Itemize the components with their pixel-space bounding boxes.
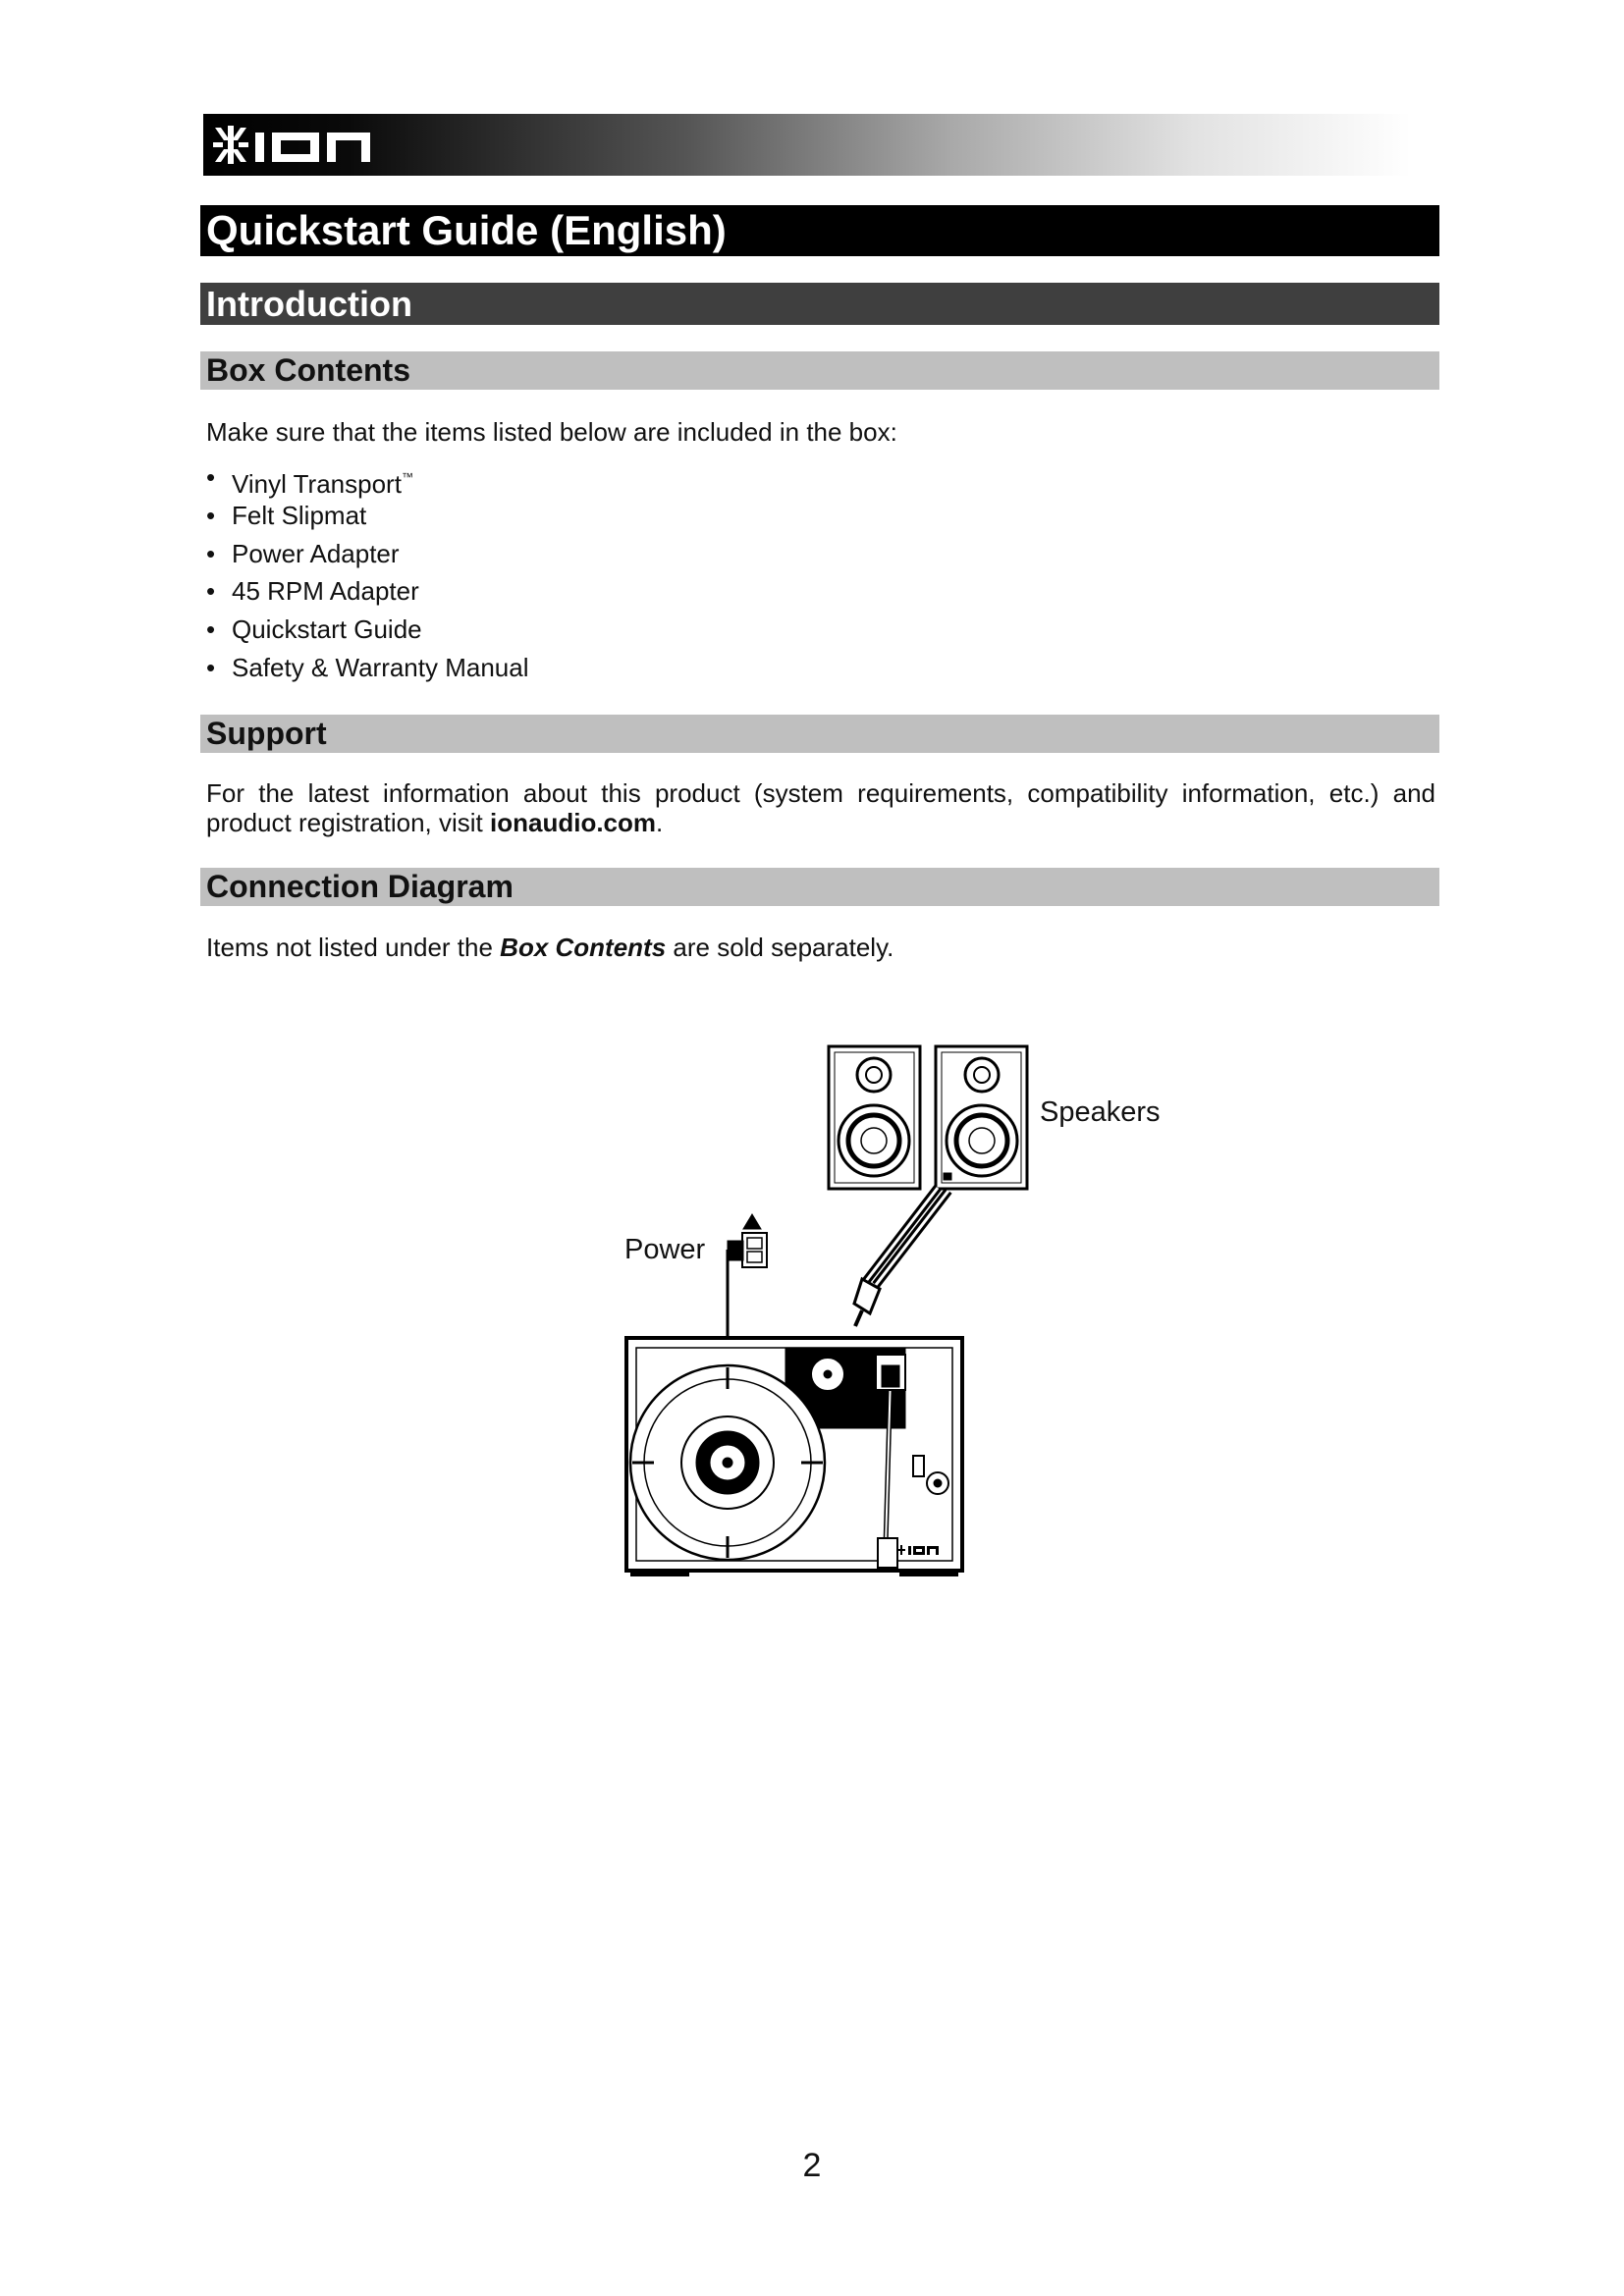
turntable-icon — [626, 1338, 962, 1575]
diagram-note — [206, 933, 893, 962]
brand-header-band — [203, 114, 1411, 176]
power-outlet-icon — [728, 1214, 767, 1341]
page-title: Quickstart Guide (English) — [200, 205, 1439, 256]
list-item-label: Power Adapter — [232, 538, 400, 568]
list-item-label: 45 RPM Adapter — [232, 576, 419, 607]
power-label: Power — [624, 1234, 706, 1265]
speaker-cable-icon — [854, 1188, 948, 1326]
page-number: 2 — [802, 2147, 822, 2184]
support-paragraph — [206, 778, 1435, 837]
support-text-lead: For the latest information about this product (system requirements, compatibility information, etc.) and product registration, visit — [206, 778, 1435, 837]
list-item — [206, 649, 529, 687]
ion-logo — [203, 114, 390, 176]
trademark-mark: ™ — [401, 470, 413, 484]
speakers-label: Speakers — [1040, 1096, 1161, 1128]
list-item — [206, 497, 529, 535]
list-item-label: Safety & Warranty Manual — [232, 652, 529, 682]
diagram-note-emphasis: Box Contents — [500, 933, 667, 962]
speaker-right-icon — [936, 1046, 1027, 1189]
box-contents-list — [206, 458, 529, 687]
section-heading-connection-diagram: Connection Diagram — [200, 868, 1439, 906]
speaker-left-icon — [829, 1046, 920, 1189]
list-item — [206, 458, 529, 497]
list-item-label: Quickstart Guide — [232, 614, 422, 645]
section-heading-support: Support — [200, 715, 1439, 753]
diagram-note-lead: Items not listed under the — [206, 933, 501, 962]
list-item — [206, 572, 529, 611]
list-item — [206, 611, 529, 649]
diagram-note-end: are sold separately. — [666, 933, 894, 962]
section-heading-introduction: Introduction — [200, 283, 1439, 325]
list-item — [206, 535, 529, 573]
support-text-end: . — [656, 808, 664, 837]
list-item-label: Felt Slipmat — [232, 500, 367, 530]
section-heading-box-contents: Box Contents — [200, 351, 1439, 390]
box-contents-intro: Make sure that the items listed below are included in the box: — [206, 417, 897, 447]
support-website-link[interactable]: ionaudio.com — [490, 808, 657, 837]
list-item-label: Vinyl Transport — [232, 469, 402, 499]
